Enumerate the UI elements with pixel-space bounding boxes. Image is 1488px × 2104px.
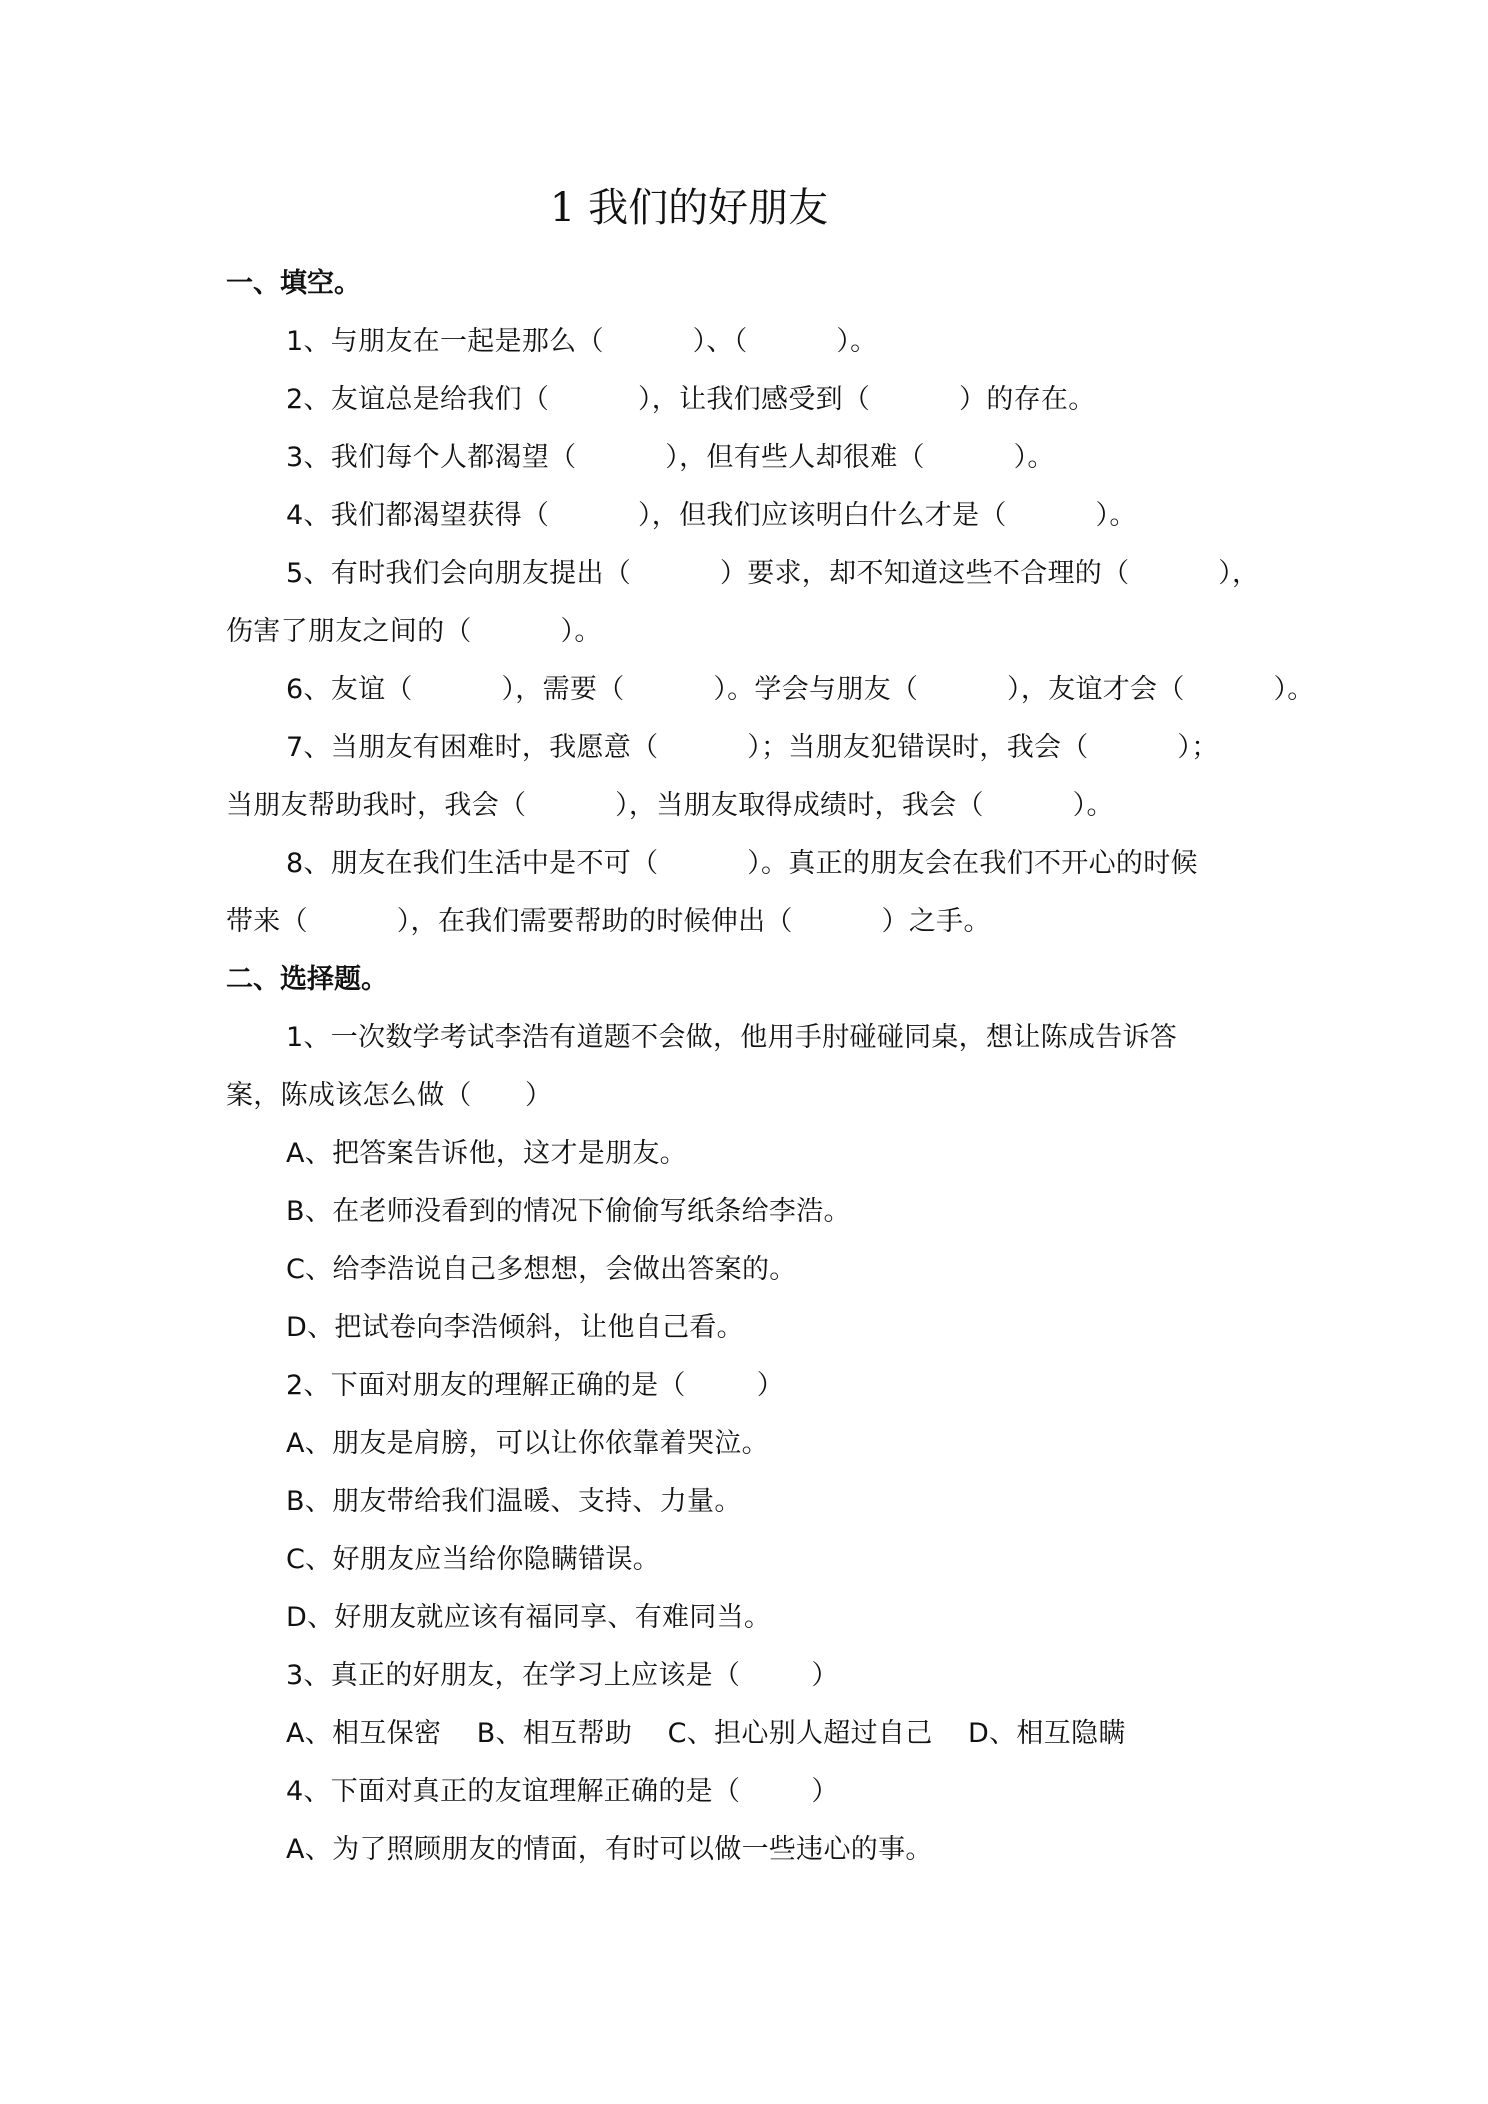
section-heading-fill-blank: 一、填空。 [226,268,361,299]
option-line: A、把答案告诉他，这才是朋友。 [286,1138,687,1169]
question-line: 7、当朋友有困难时，我愿意（ ）；当朋友犯错误时，我会（ ）； [286,732,1219,763]
question-line: 当朋友帮助我时，我会（ ），当朋友取得成绩时，我会（ ）。 [226,790,1114,821]
option-line: A、朋友是肩膀，可以让你依靠着哭泣。 [286,1428,769,1459]
question-line: 5、有时我们会向朋友提出（ ）要求，却不知道这些不合理的（ ）， [286,558,1260,589]
option-line: A、相互保密 B、相互帮助 C、担心别人超过自己 D、相互隐瞒 [286,1718,1126,1749]
option-line: A、为了照顾朋友的情面，有时可以做一些违心的事。 [286,1834,933,1865]
question-line: 6、友谊（ ），需要（ ）。学会与朋友（ ），友谊才会（ ）。 [286,674,1315,705]
section-heading-choice: 二、选择题。 [226,964,388,995]
page-title: 1 我们的好朋友 [549,185,829,231]
question-line: 1、与朋友在一起是那么（ ）、（ ）。 [286,326,878,357]
option-line: C、好朋友应当给你隐瞒错误。 [286,1544,661,1575]
question-line: 3、真正的好朋友，在学习上应该是（ ） [286,1660,839,1691]
option-line: D、好朋友就应该有福同享、有难同当。 [286,1602,772,1633]
option-line: B、朋友带给我们温暖、支持、力量。 [286,1486,742,1517]
question-line: 8、朋友在我们生活中是不可（ ）。真正的朋友会在我们不开心的时候 [286,848,1198,879]
question-line: 3、我们每个人都渴望（ ），但有些人却很难（ ）。 [286,442,1055,473]
option-line: C、给李浩说自己多想想，会做出答案的。 [286,1254,797,1285]
option-line: D、把试卷向李浩倾斜，让他自己看。 [286,1312,744,1343]
question-line: 4、下面对真正的友谊理解正确的是（ ） [286,1776,839,1807]
question-line: 案，陈成该怎么做（ ） [226,1080,553,1111]
question-line: 2、下面对朋友的理解正确的是（ ） [286,1370,785,1401]
question-line: 4、我们都渴望获得（ ），但我们应该明白什么才是（ ）。 [286,500,1137,531]
question-line: 1、一次数学考试李浩有道题不会做，他用手肘碰碰同桌，想让陈成告诉答 [286,1022,1178,1053]
question-line: 2、友谊总是给我们（ ），让我们感受到（ ）的存在。 [286,384,1096,415]
question-line: 带来（ ），在我们需要帮助的时候伸出（ ）之手。 [226,906,991,937]
question-line: 伤害了朋友之间的（ ）。 [226,616,602,647]
option-line: B、在老师没看到的情况下偷偷写纸条给李浩。 [286,1196,851,1227]
